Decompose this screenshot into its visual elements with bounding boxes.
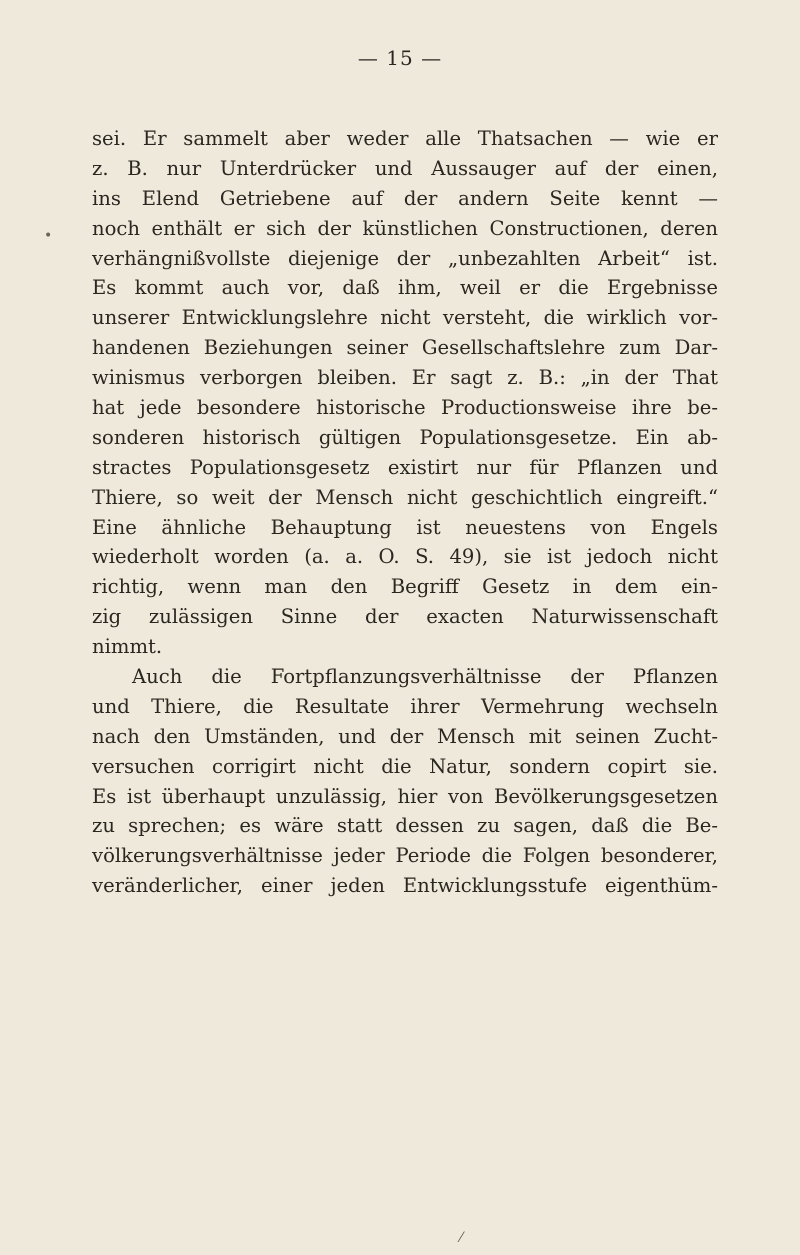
text-line: verhängnißvollste diejenige der „unbezahlten Arbeit“ ist.: [92, 246, 718, 270]
paragraph-1: [92, 124, 718, 662]
text-line: nach den Umständen, und der Mensch mit seinen Zucht-: [92, 724, 718, 748]
body-text: [92, 124, 718, 901]
stray-mark: ⁄: [460, 1230, 463, 1246]
text-line: Thiere, so weit der Mensch nicht geschichtlich eingreift.“: [92, 485, 718, 509]
text-line: versuchen corrigirt nicht die Natur, sondern copirt sie.: [92, 754, 718, 778]
text-line: veränderlicher, einer jeden Entwicklungsstufe eigenthüm-: [92, 874, 718, 898]
page-number: — 15 —: [357, 46, 443, 70]
text-line: zig zulässigen Sinne der exacten Naturwissenschaft: [92, 605, 718, 629]
text-line: hat jede besondere historische Productionsweise ihre be-: [92, 396, 718, 420]
text-line: und Thiere, die Resultate ihrer Vermehrung wechseln: [92, 694, 718, 718]
text-line: zu sprechen; es wäre statt dessen zu sagen, daß die Be-: [92, 814, 718, 838]
text-line: wiederholt worden (a. a. O. S. 49), sie ist jedoch nicht: [92, 545, 718, 569]
text-line: z. B. nur Unterdrücker und Aussauger auf der einen,: [92, 156, 718, 180]
text-line: stractes Populationsgesetz existirt nur für Pflanzen und: [92, 455, 718, 479]
text-line: richtig, wenn man den Begriff Gesetz in dem ein-: [92, 575, 718, 599]
margin-dot-mark: •: [44, 228, 53, 244]
text-line: winismus verborgen bleiben. Er sagt z. B.: „in der That: [92, 366, 718, 390]
text-line: handenen Beziehungen seiner Gesellschaftslehre zum Dar-: [92, 336, 718, 360]
text-line: noch enthält er sich der künstlichen Constructionen, deren: [92, 216, 718, 240]
text-line: sei. Er sammelt aber weder alle Thatsachen — wie er: [92, 127, 718, 150]
text-line: unserer Entwicklungslehre nicht versteht, die wirklich vor-: [92, 306, 718, 330]
text-line: ins Elend Getriebene auf der andern Seite kennt —: [92, 186, 718, 210]
text-line: völkerungsverhältnisse jeder Periode die Folgen besonderer,: [92, 844, 718, 868]
text-line: Auch die Fortpflanzungsverhältnisse der Pflanzen: [132, 665, 718, 689]
text-line: Es kommt auch vor, daß ihm, weil er die Ergebnisse: [92, 276, 718, 300]
text-line: Eine ähnliche Behauptung ist neuestens von Engels: [92, 515, 718, 539]
text-line: sonderen historisch gültigen Populationsgesetze. Ein ab-: [92, 425, 718, 449]
paragraph-2: [92, 662, 718, 901]
text-line: nimmt.: [92, 635, 163, 659]
text-line: Es ist überhaupt unzulässig, hier von Bevölkerungsgesetzen: [92, 784, 718, 808]
